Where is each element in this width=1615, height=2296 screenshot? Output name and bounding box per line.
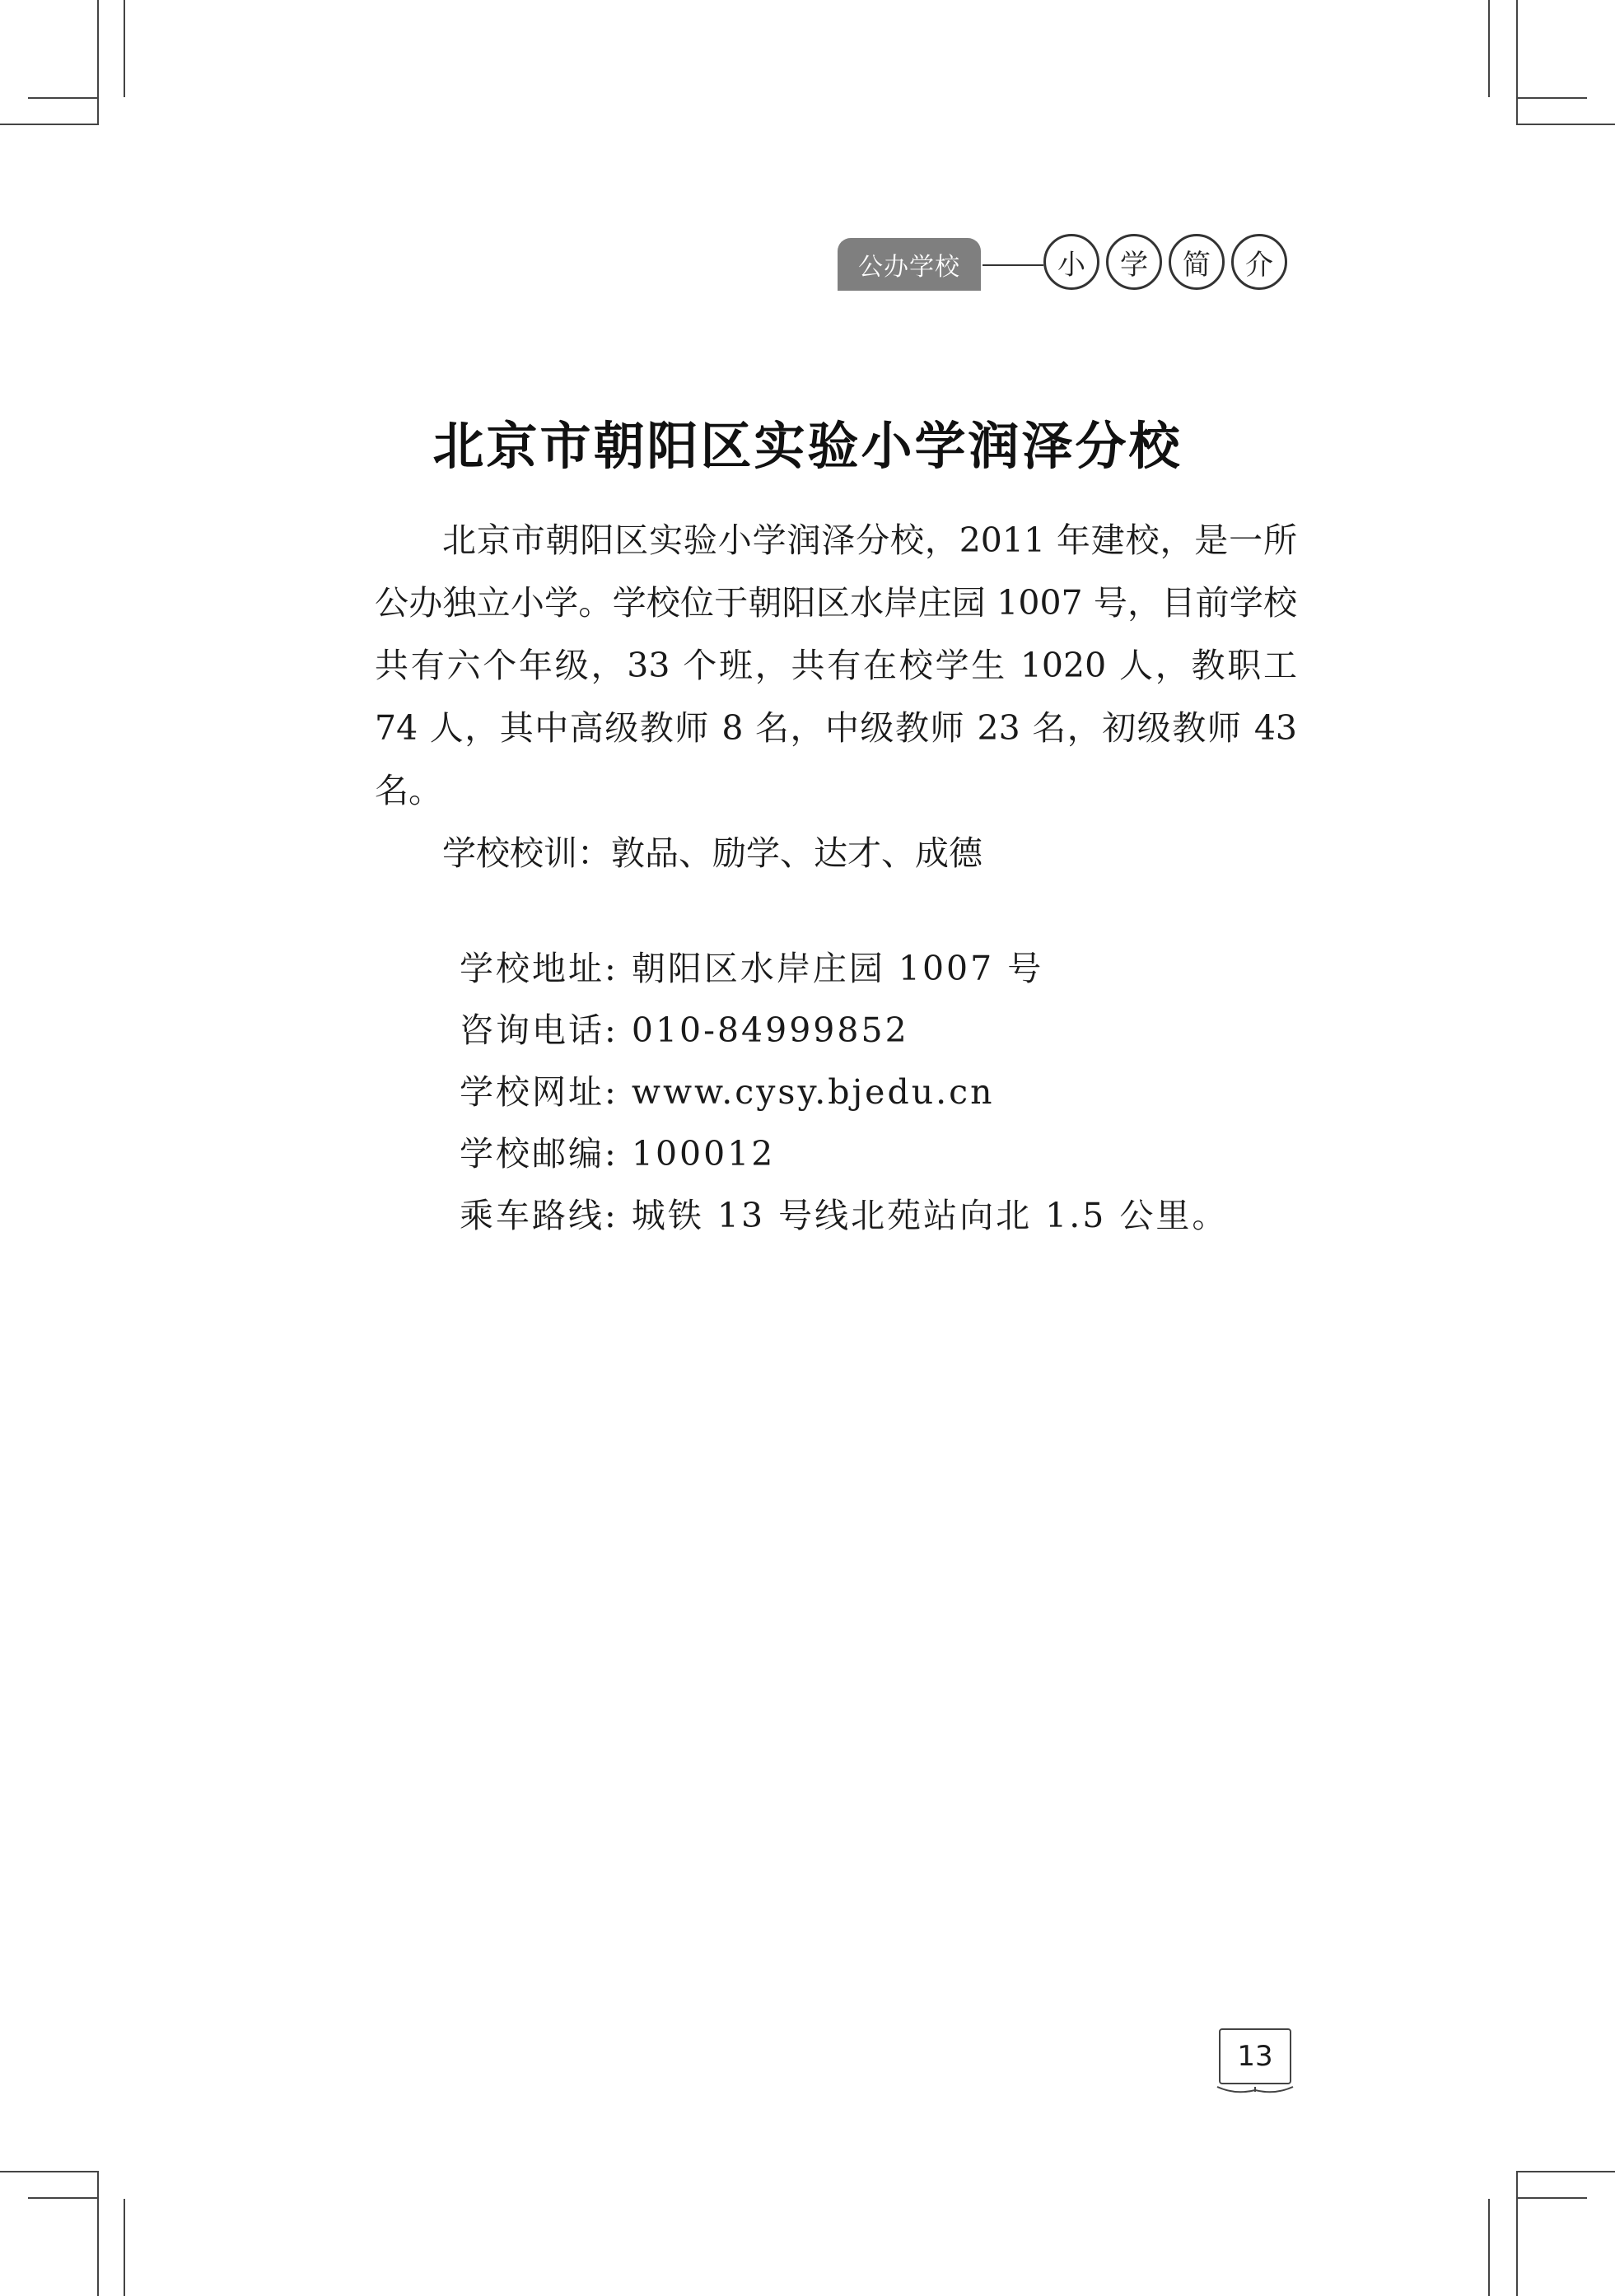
info-value: 朝阳区水岸庄园 1007 号 (631, 949, 1044, 988)
book-icon (1216, 2085, 1295, 2097)
crop-mark-bottom-right-h (1516, 2197, 1587, 2199)
category-tab: 公办学校 (838, 238, 981, 291)
crop-mark-top-left-h (28, 97, 99, 99)
info-label: 学校地址 (460, 949, 604, 988)
crop-mark-top-left-v (97, 0, 99, 125)
section-char-circle: 小 (1043, 234, 1099, 290)
page-number: 13 (1219, 2028, 1291, 2084)
crop-mark-bottom-right-v2 (1516, 2171, 1518, 2296)
crop-mark-top-left-h2 (0, 124, 97, 125)
info-row-phone: 咨询电话: 010-84999852 (460, 1010, 909, 1050)
intro-text (375, 509, 1297, 884)
info-value: 010-84999852 (631, 1010, 909, 1050)
crop-mark-top-right-h (1516, 97, 1587, 99)
info-label: 乘车路线 (460, 1196, 604, 1235)
info-row-postcode: 学校邮编: 100012 (460, 1134, 776, 1174)
intro-paragraph: 北京市朝阳区实验小学润泽分校，2011 年建校，是一所公办独立小学。学校位于朝阳区水岸庄园 1007 号，目前学校共有六个年级，33 个班，共有在校学生 1020 人，教职工 74 人，其中高级教师 8 名，中级教师 23 名，初级教师 43 名。 (375, 520, 1297, 810)
crop-mark-top-left-v2 (124, 0, 125, 97)
crop-mark-top-right-h2 (1518, 124, 1615, 125)
header-rule (983, 264, 1043, 266)
page-title: 北京市朝阳区实验小学润泽分校 (432, 416, 1183, 476)
crop-mark-bottom-right-v (1488, 2199, 1490, 2296)
section-char-circle: 学 (1106, 234, 1162, 290)
crop-mark-top-right-v2 (1516, 0, 1518, 125)
info-value: 100012 (631, 1134, 776, 1174)
info-value: 城铁 13 号线北苑站向北 1.5 公里。 (631, 1196, 1229, 1235)
section-char-circle: 简 (1169, 234, 1225, 290)
school-motto: 学校校训：敦品、励学、达才、成德 (442, 833, 983, 873)
crop-mark-top-right-v (1488, 0, 1490, 97)
crop-mark-bottom-right-h2 (1518, 2171, 1615, 2172)
info-row-address: 学校地址: 朝阳区水岸庄园 1007 号 (460, 949, 1044, 988)
info-label: 咨询电话 (460, 1010, 604, 1050)
info-label: 学校邮编 (460, 1134, 604, 1174)
crop-mark-bottom-left-v (97, 2171, 99, 2296)
info-label: 学校网址 (460, 1072, 604, 1112)
crop-mark-bottom-left-h2 (0, 2171, 97, 2172)
info-value: www.cysy.bjedu.cn (631, 1072, 995, 1112)
section-char-circle: 介 (1231, 234, 1287, 290)
contact-info-list (460, 938, 1365, 1247)
crop-mark-bottom-left-v2 (124, 2199, 125, 2296)
info-row-route: 乘车路线: 城铁 13 号线北苑站向北 1.5 公里。 (460, 1196, 1229, 1235)
crop-mark-bottom-left-h (28, 2197, 99, 2199)
info-row-website: 学校网址: www.cysy.bjedu.cn (460, 1072, 995, 1112)
